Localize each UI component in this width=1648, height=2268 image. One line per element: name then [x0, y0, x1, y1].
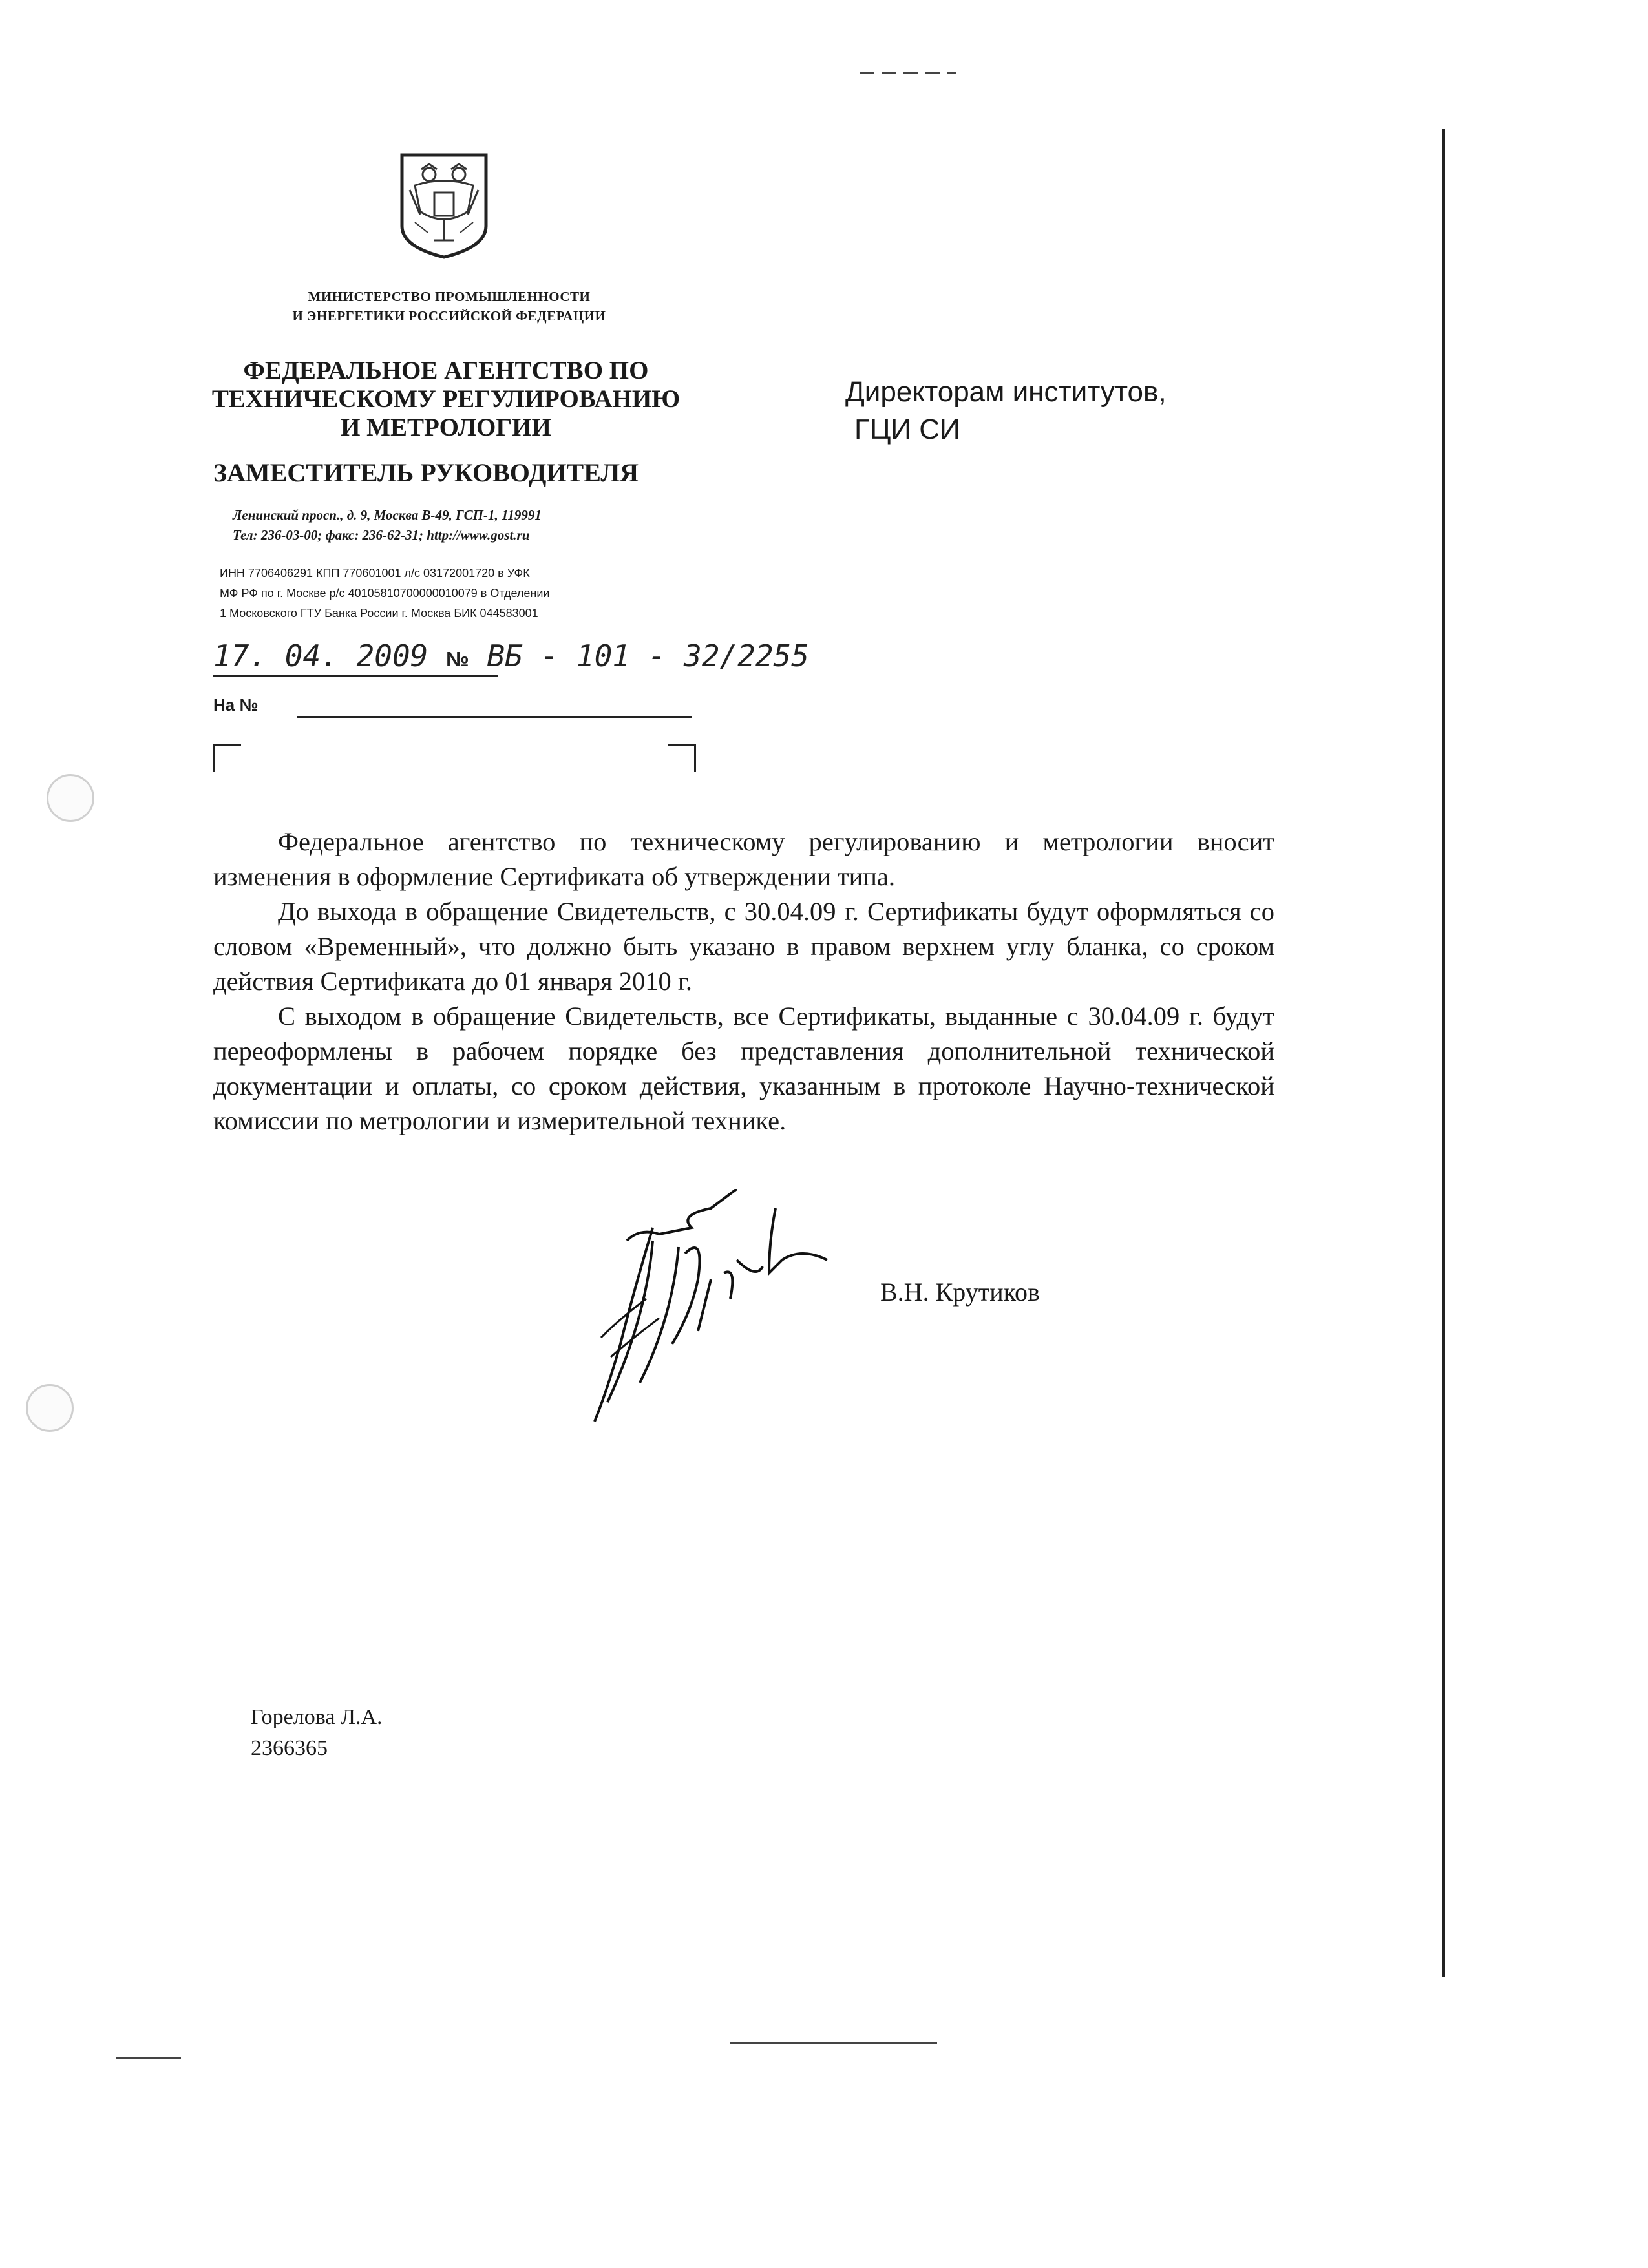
ministry-name — [194, 287, 704, 326]
letter-body — [213, 824, 1274, 1139]
executor-info — [251, 1702, 383, 1764]
agency-name — [181, 357, 711, 442]
address-line-2: Тел: 236-03-00; факс: 236-62-31; http://www.gost.ru — [233, 527, 530, 543]
body-paragraph-3: С выходом в обращение Свидетельств, все Сертификаты, выданные с 30.04.09 г. будут переоформлены в рабочем порядке без представления дополнительной технической документации и оплаты, со сроком действия, указанным в протоколе Научно-технической комиссии по метрологии и измерительной технике. — [213, 1002, 1274, 1135]
ministry-line-2: И ЭНЕРГЕТИКИ РОССИЙСКОЙ ФЕДЕРАЦИИ — [292, 308, 606, 324]
address-line-1: Ленинский просп., д. 9, Москва В-49, ГСП-1, 119991 — [233, 507, 542, 523]
registration-number-sign: № — [446, 647, 469, 671]
scan-mark-top — [860, 72, 956, 74]
agency-line-3: И МЕТРОЛОГИИ — [341, 414, 551, 441]
reference-line — [297, 716, 692, 718]
addressee-line-2: ГЦИ СИ — [854, 414, 960, 445]
punch-hole-top — [47, 774, 94, 822]
scan-edge-line — [1442, 129, 1445, 1977]
registration-date: 17. 04. 2009 — [213, 638, 428, 673]
executor-phone: 2366365 — [251, 1736, 328, 1760]
agency-address — [233, 505, 685, 545]
scan-mark-bottom-center — [730, 2042, 937, 2044]
body-paragraph-1: Федеральное агентство по техническому регулированию и метрологии вносит изменения в оформление Сертификата об утверждении типа. — [213, 827, 1274, 891]
reference-label: На № — [213, 695, 259, 715]
addressee-line-1: Директорам институтов, — [845, 376, 1167, 408]
corner-bracket-right — [668, 744, 696, 772]
bank-line-2: МФ РФ по г. Москве р/с 40105810700000010079 в Отделении — [220, 587, 550, 600]
executor-name: Горелова Л.А. — [251, 1705, 383, 1729]
registration-number-value: ВБ - 101 - 32/2255 — [487, 638, 809, 673]
agency-line-1: ФЕДЕРАЛЬНОЕ АГЕНТСТВО ПО — [243, 357, 649, 384]
scan-mark-bottom-left — [116, 2057, 181, 2059]
bank-line-1: ИНН 7706406291 КПП 770601001 л/с 03172001720 в УФК — [220, 567, 530, 580]
signer-name: В.Н. Крутиков — [880, 1277, 1040, 1307]
deputy-head-title: ЗАМЕСТИТЕЛЬ РУКОВОДИТЕЛЯ — [213, 458, 639, 487]
body-paragraph-2: До выхода в обращение Свидетельств, с 30.04.09 г. Сертификаты будут оформляться со словом «Временный», что должно быть указано в правом верхнем углу бланка, со сроком действия Сертификата до 01 января 2010 г. — [213, 897, 1274, 996]
coat-of-arms-emblem — [396, 150, 492, 260]
agency-line-2: ТЕХНИЧЕСКОМУ РЕГУЛИРОВАНИЮ — [211, 385, 681, 413]
punch-hole-bottom — [26, 1384, 74, 1432]
bank-line-3: 1 Московского ГТУ Банка России г. Москва БИК 044583001 — [220, 607, 538, 620]
addressee — [845, 373, 1298, 448]
bank-details — [220, 563, 711, 624]
handwritten-signature — [582, 1189, 866, 1434]
ministry-line-1: МИНИСТЕРСТВО ПРОМЫШЛЕННОСТИ — [308, 289, 591, 304]
registration-number — [213, 638, 809, 677]
registration-underline — [213, 675, 498, 677]
corner-bracket-left — [213, 744, 241, 772]
